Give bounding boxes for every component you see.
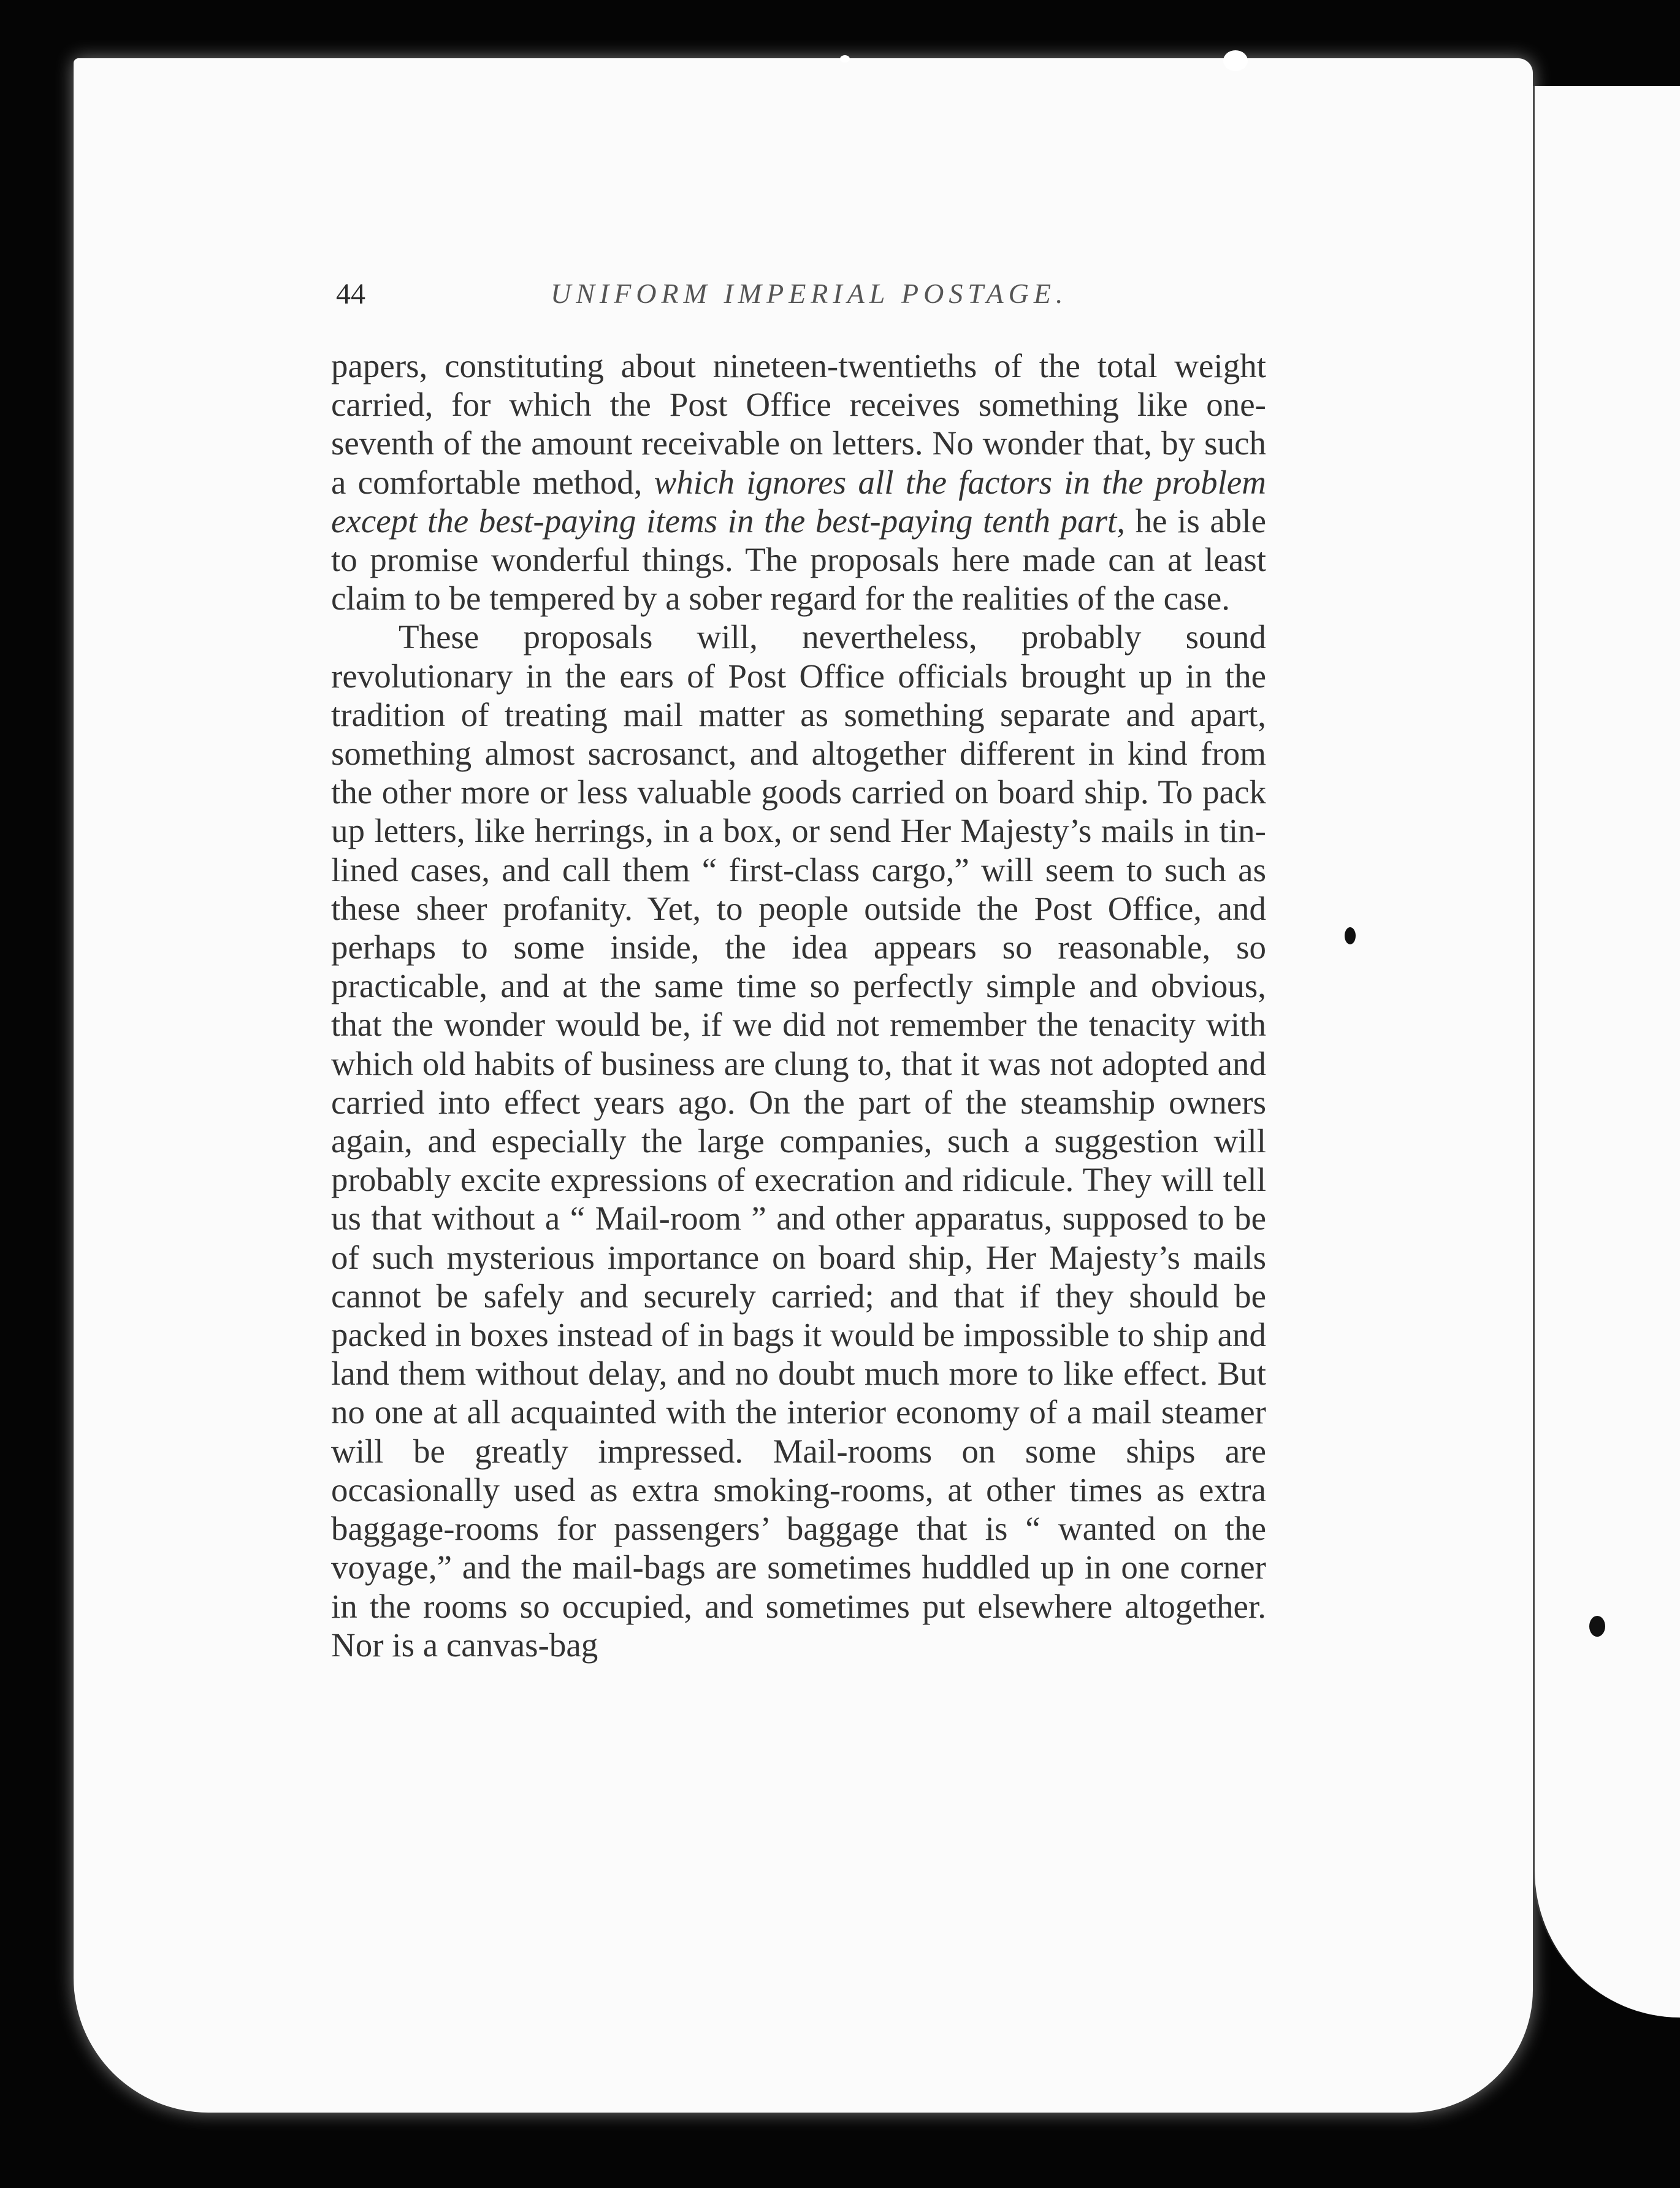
adjacent-page-edge xyxy=(1533,86,1680,2018)
page-number: 44 xyxy=(336,278,365,310)
italic-emphasis: which ignores all the factors in the problem except the best-paying items in the best-paying tenth part, xyxy=(331,463,1267,540)
paragraph xyxy=(331,346,1266,618)
ink-speck xyxy=(1345,927,1356,944)
dust-speck xyxy=(840,55,850,63)
paragraph-text: papers, constituting about nineteen-twentieths of the total weight carried, for which the Post Office receives something like one-seventh of the amount receivable on letters. No wonder that, by such a comfortable method, xyxy=(331,347,1266,501)
running-head xyxy=(336,277,1262,314)
body-text xyxy=(331,346,1266,1664)
running-title: UNIFORM IMPERIAL POSTAGE. xyxy=(551,278,1068,309)
paragraph: These proposals will, nevertheless, probably sound revolutionary in the ears of Post Office officials brought up in the tradition of treating mail matter as something separate and apart, something almost sacrosanct, and altogether different in kind from the other more or less valuable goods carried on board ship. To pack up letters, like herrings, in a box, or send Her Majesty’s mails in tin-lined cases, and call them “ first-class cargo,” will seem to such as these sheer profanity. Yet, to people outside the Post Office, and perhaps to some inside, the idea appears so reasonable, so practicable, and at the same time so perfectly simple and obvious, that the wonder would be, if we did not remember the tenacity with which old habits of business are clung to, that it was not adopted and carried into effect years ago. On the part of the steamship owners again, and especially the large companies, such a suggestion will probably excite expressions of execration and ridicule. They will tell us that without a “ Mail-room ” and other apparatus, supposed to be of such mysterious importance on board ship, Her Majesty’s mails cannot be safely and securely carried; and that if they should be packed in boxes instead of in bags it would be impossible to ship and land them without delay, and no doubt much more to like effect. But no one at all acquainted with the interior economy of a mail steamer will be greatly impressed. Mail-rooms on some ships are occasionally used as extra smoking-rooms, at other times as extra baggage-rooms for passengers’ baggage that is “ wanted on the voyage,” and the mail-bags are sometimes huddled up in one corner in the rooms so occupied, and sometimes put elsewhere altogether. Nor is a canvas-bag xyxy=(331,618,1266,1664)
paragraph-text: he is able to promise wonderful things. The proposals here made can at least claim to be tempered by a sober regard for the realities of the case. xyxy=(331,502,1267,618)
ink-speck xyxy=(1589,1616,1605,1637)
dust-speck xyxy=(1223,50,1248,71)
